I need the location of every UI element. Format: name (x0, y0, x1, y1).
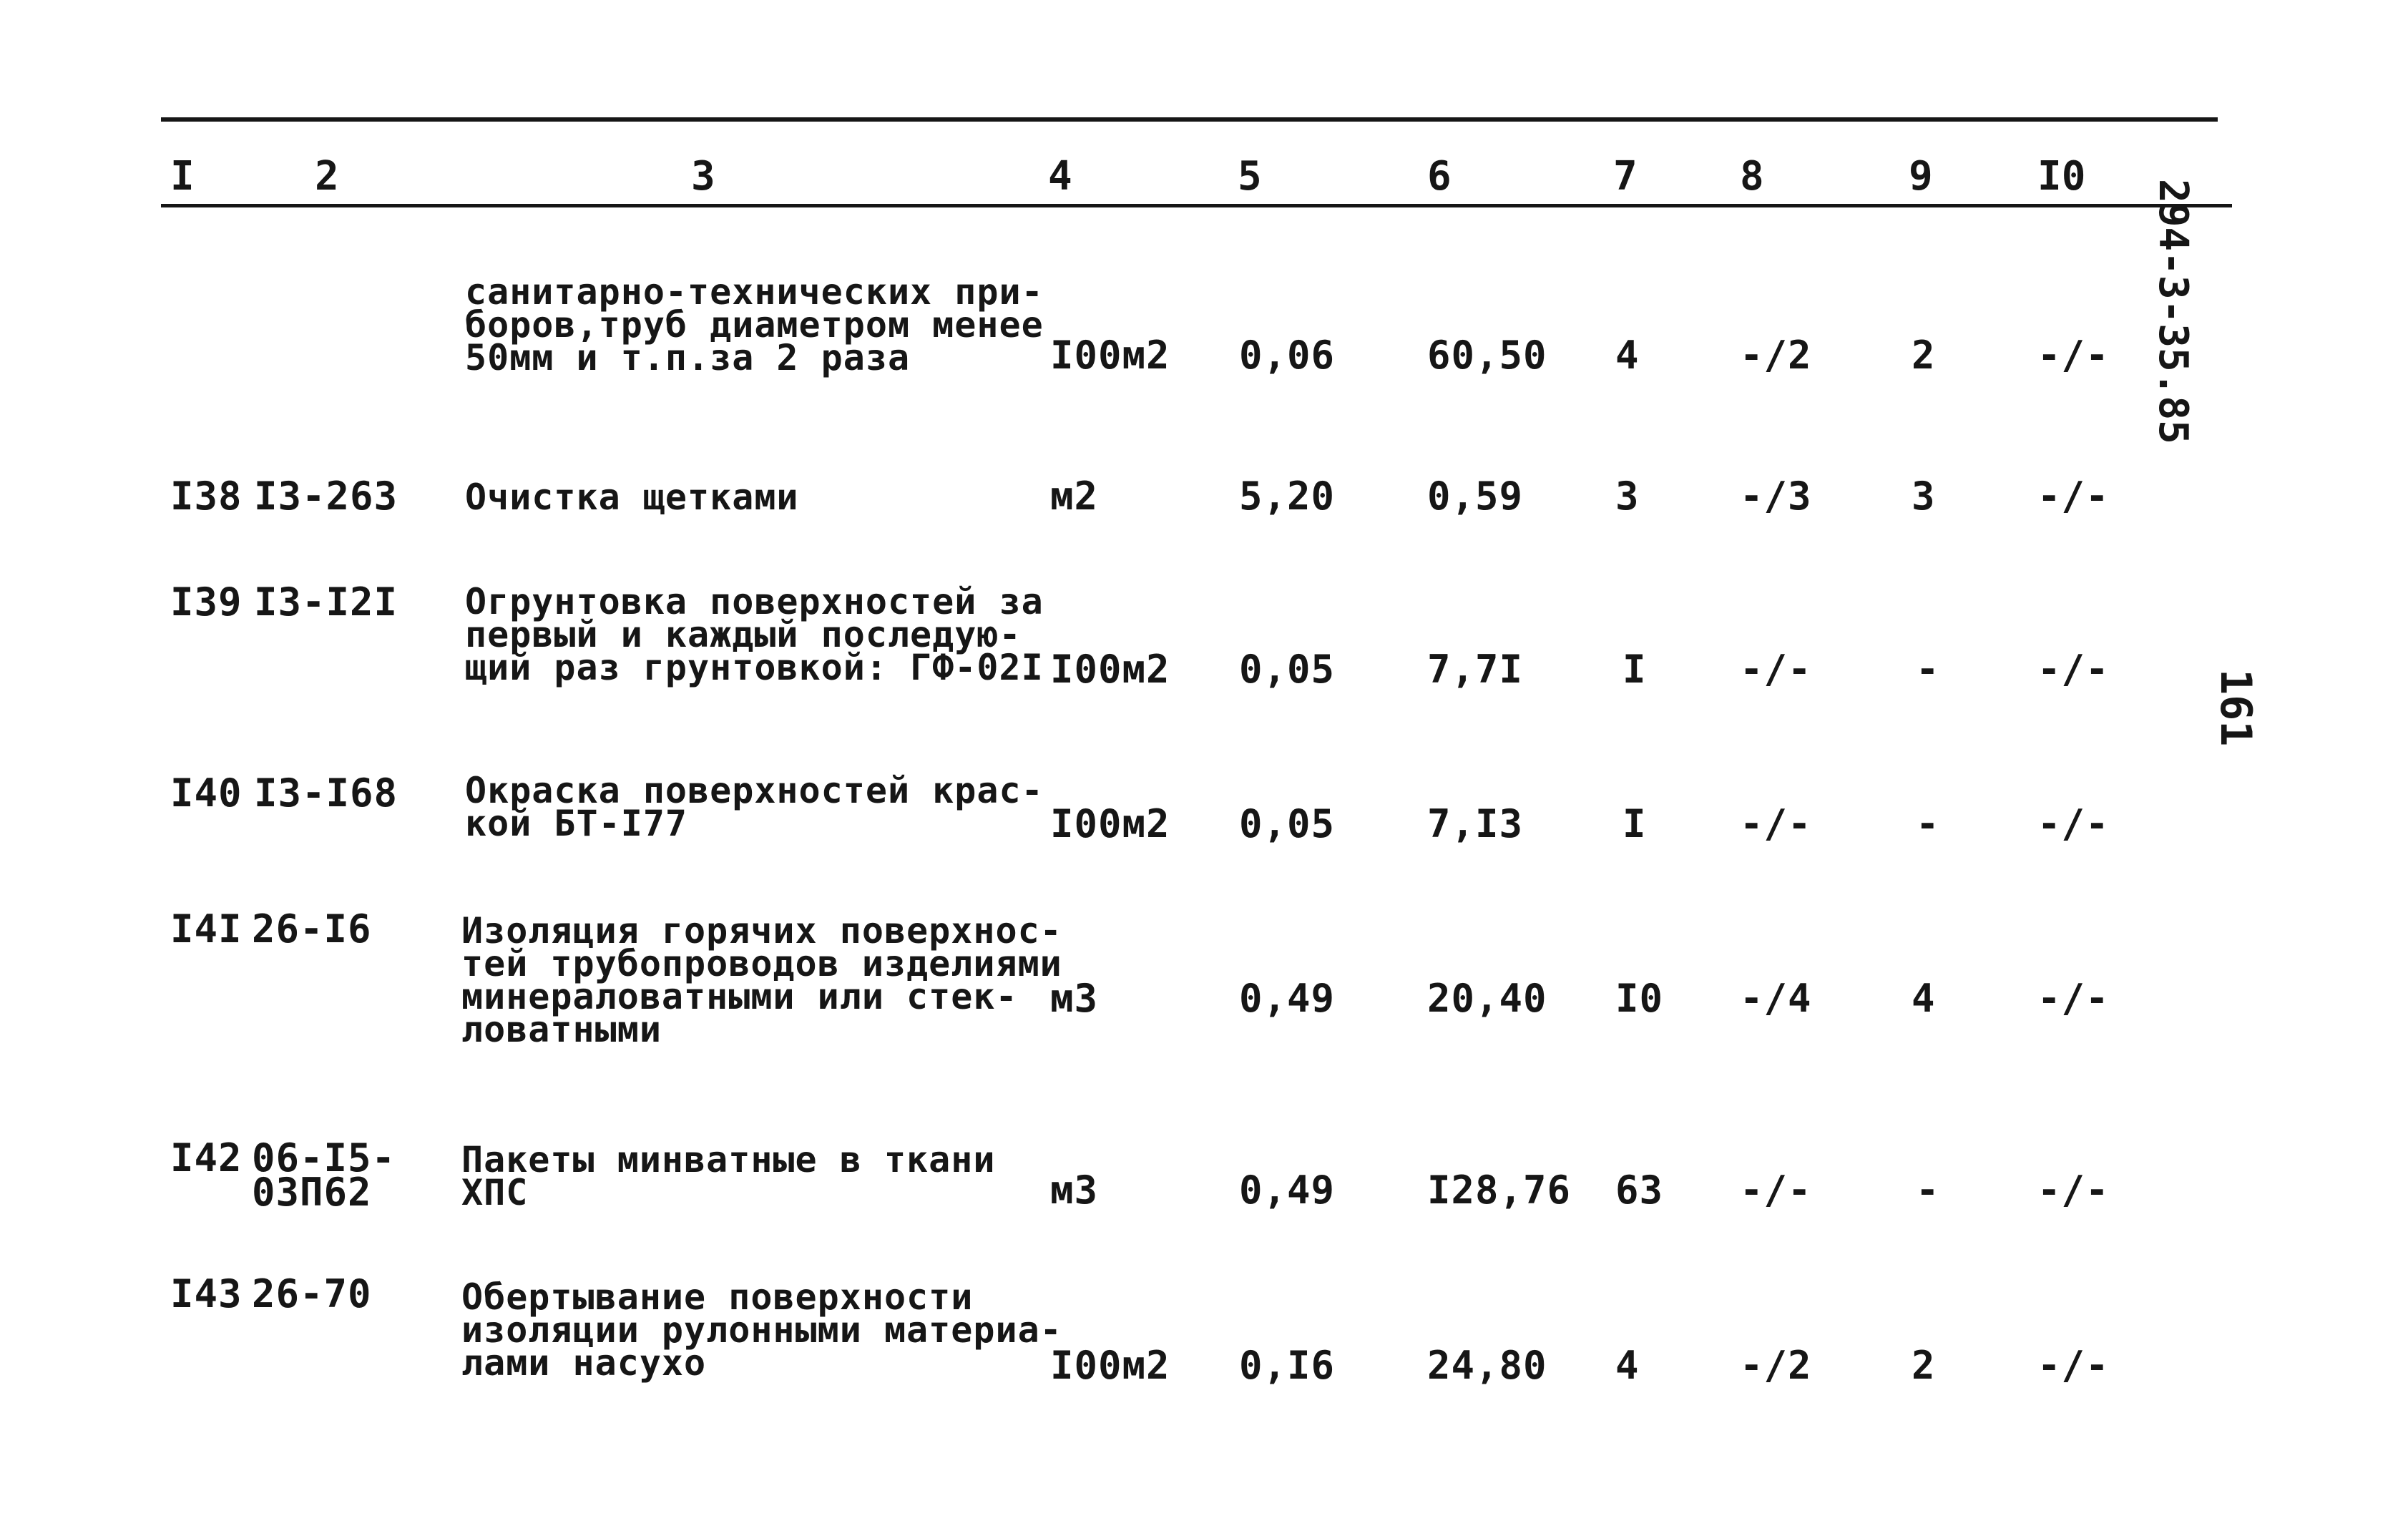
row-col8: -/4 (1740, 976, 1812, 1021)
row-col8: -/- (1740, 1168, 1812, 1213)
row-col6: 7,7I (1427, 647, 1524, 692)
row-col6: 20,40 (1427, 976, 1547, 1021)
col-header-4: 4 (1048, 153, 1072, 200)
row-description: Изоляция горячих поверхнос- тей трубопроводов изделиями минераловатными или стек- ловатными (461, 910, 1062, 1050)
row-col8: -/- (1740, 801, 1812, 846)
row-col9: 2 (1912, 1343, 1936, 1388)
col-header-8: 8 (1740, 153, 1764, 200)
row-col7: 63 (1615, 1168, 1664, 1213)
row-col7: 3 (1615, 474, 1640, 519)
row-description: Очистка щетками (465, 476, 799, 518)
row-description: Огрунтовка поверхностей за первый и каждый последую- щий раз грунтовкой: ГФ-02I (465, 581, 1044, 688)
row-col6: I28,76 (1427, 1168, 1572, 1213)
row-quantity: 0,05 (1239, 801, 1336, 846)
row-col7: I (1623, 647, 1647, 692)
col-header-7: 7 (1613, 153, 1638, 200)
row-unit: I00м2 (1050, 333, 1170, 378)
row-col9: 3 (1912, 474, 1936, 519)
col-header-3: 3 (691, 153, 715, 200)
row-unit: м2 (1050, 474, 1099, 519)
row-number: I4I (170, 906, 243, 952)
table-top-rule (161, 117, 2218, 122)
row-col8: -/- (1740, 647, 1812, 692)
row-col7: 4 (1615, 333, 1640, 378)
row-col10: -/- (2037, 1168, 2110, 1213)
row-col8: -/3 (1740, 474, 1812, 519)
row-code: I3-263 (254, 474, 398, 519)
row-col7: I0 (1615, 976, 1664, 1021)
row-unit: I00м2 (1050, 801, 1170, 846)
row-number: I39 (170, 579, 243, 625)
table-header-rule (161, 204, 2232, 207)
row-code: 26-I6 (252, 906, 372, 952)
row-col6: 7,I3 (1427, 801, 1524, 846)
row-quantity: 0,I6 (1239, 1343, 1336, 1388)
row-number: I43 (170, 1271, 243, 1316)
row-code: I3-I2I (254, 579, 398, 625)
row-description: Пакеты минватные в ткани ХПС (461, 1139, 996, 1213)
row-col6: 0,59 (1427, 474, 1524, 519)
row-col9: - (1916, 647, 1940, 692)
row-col10: -/- (2037, 474, 2110, 519)
row-number: I40 (170, 771, 243, 816)
col-header-10: I0 (2037, 153, 2086, 200)
document-code: 294-3-35.85 (2150, 179, 2196, 444)
row-quantity: 0,05 (1239, 647, 1336, 692)
row-quantity: 5,20 (1239, 474, 1336, 519)
row-quantity: 0,49 (1239, 976, 1336, 1021)
row-col10: -/- (2037, 647, 2110, 692)
row-col9: - (1916, 1168, 1940, 1213)
col-header-5: 5 (1238, 153, 1262, 200)
row-col6: 60,50 (1427, 333, 1547, 378)
row-unit: I00м2 (1050, 1343, 1170, 1388)
row-description: Окраска поверхностей крас- кой БТ-I77 (465, 770, 1044, 844)
row-col8: -/2 (1740, 1343, 1812, 1388)
col-header-6: 6 (1427, 153, 1452, 200)
row-quantity: 0,06 (1239, 333, 1336, 378)
row-col6: 24,80 (1427, 1343, 1547, 1388)
row-number: I42 (170, 1135, 243, 1180)
row-col10: -/- (2037, 976, 2110, 1021)
row-code: 06-I5- 03П62 (252, 1135, 396, 1215)
row-description: Обертывание поверхности изоляции рулонными материа- лами насухо (461, 1276, 1062, 1384)
row-description: санитарно-технических при- боров,труб диаметром менее 50мм и т.п.за 2 раза (465, 271, 1044, 378)
row-col10: -/- (2037, 801, 2110, 846)
row-unit: м3 (1050, 976, 1099, 1021)
row-unit: м3 (1050, 1168, 1099, 1213)
page-number: 161 (2211, 669, 2261, 747)
row-quantity: 0,49 (1239, 1168, 1336, 1213)
row-col9: - (1916, 801, 1940, 846)
row-code: 26-70 (252, 1271, 372, 1316)
row-col10: -/- (2037, 1343, 2110, 1388)
col-header-1: I (170, 153, 195, 200)
row-col8: -/2 (1740, 333, 1812, 378)
row-unit: I00м2 (1050, 647, 1170, 692)
row-number: I38 (170, 474, 243, 519)
row-col7: 4 (1615, 1343, 1640, 1388)
row-code: I3-I68 (254, 771, 398, 816)
row-col9: 4 (1912, 976, 1936, 1021)
col-header-9: 9 (1909, 153, 1933, 200)
row-col7: I (1623, 801, 1647, 846)
row-col9: 2 (1912, 333, 1936, 378)
row-col10: -/- (2037, 333, 2110, 378)
col-header-2: 2 (315, 153, 339, 200)
